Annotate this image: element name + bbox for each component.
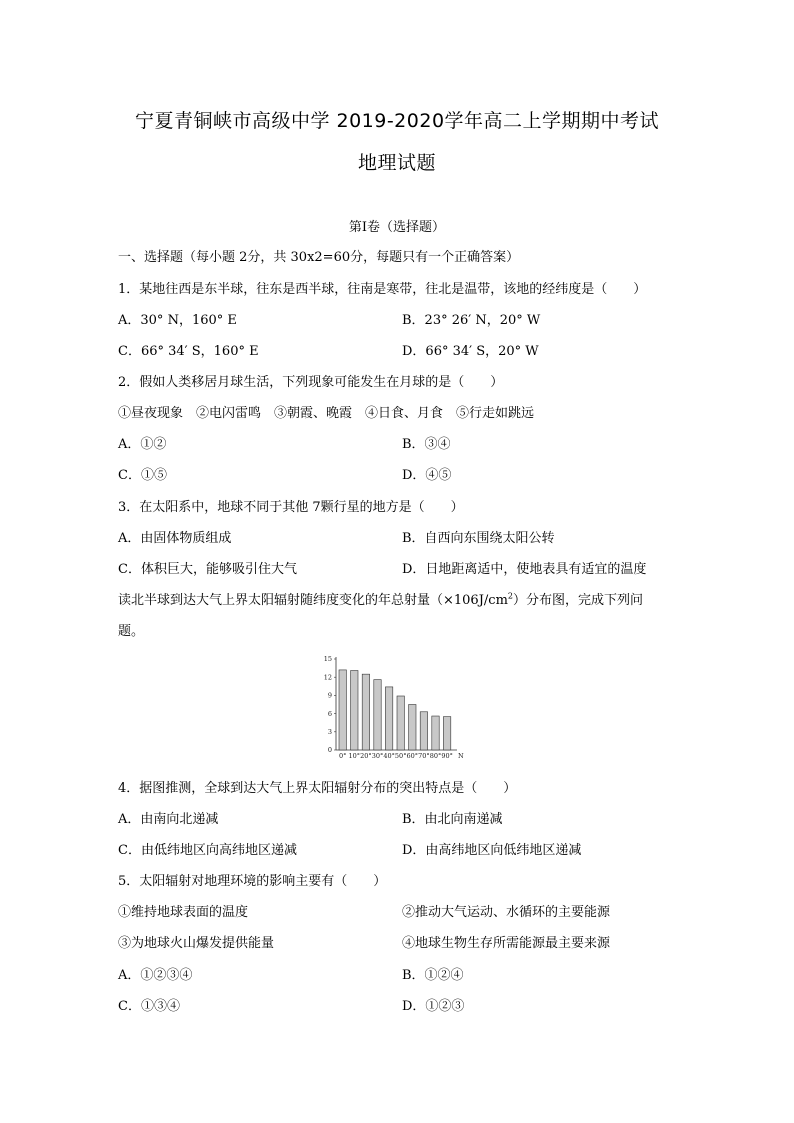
y-tick-label: 6 <box>327 709 332 718</box>
q4-option-b: B．由北向南递减 <box>402 812 503 827</box>
bar <box>385 687 392 750</box>
solar-radiation-bar-chart <box>308 650 476 766</box>
x-tick-label: 70° <box>418 752 430 760</box>
q1-option-c: C．66° 34′ S，160° E <box>118 344 259 359</box>
bar <box>420 712 427 750</box>
x-tick-label: 80° <box>429 752 442 760</box>
y-tick-label: 15 <box>323 655 332 664</box>
q5-option-c: C．①③④ <box>118 999 180 1014</box>
q3-option-d: D．日地距离适中，使地表具有适宜的温度 <box>402 562 647 577</box>
passage-superscript: 2 <box>507 591 513 601</box>
x-axis-unit-label: N <box>458 752 464 760</box>
bar <box>339 670 346 750</box>
q3-option-c: C．体积巨大，能够吸引住大气 <box>118 562 297 577</box>
part-title: 第Ⅰ卷（选择题） <box>348 220 446 235</box>
bar <box>409 705 416 751</box>
bar <box>397 696 404 750</box>
q5-item-1: ①维持地球表面的温度 <box>118 905 249 920</box>
y-tick-label: 9 <box>327 691 332 700</box>
y-tick-label: 0 <box>327 746 332 755</box>
q4-option-a: A．由南向北递减 <box>118 812 219 827</box>
passage-text-b: ）分布图，完成下列问 <box>513 593 644 608</box>
x-tick-label: 10° <box>348 752 361 760</box>
document-subtitle: 地理试题 <box>357 152 436 174</box>
x-tick-label: 60° <box>406 752 419 760</box>
q2-items: ①昼夜现象 ②电闪雷鸣 ③朝霞、晚霞 ④日食、月食 ⑤行走如跳远 <box>118 406 535 421</box>
q5-item-3: ③为地球火山爆发提供能量 <box>118 936 275 951</box>
passage-line-1 <box>118 593 643 609</box>
x-tick-label: 50° <box>394 752 407 760</box>
q4-stem: 4．据图推测，全球到达大气上界太阳辐射分布的突出特点是（ ） <box>118 781 517 796</box>
x-tick-label: 0° <box>339 752 347 760</box>
section-instructions: 一、选择题（每小题 2分，共 30x2=60分，每题只有一个正确答案） <box>118 250 520 265</box>
q3-stem: 3．在太阳系中，地球不同于其他 7颗行星的地方是（ ） <box>118 500 464 515</box>
q5-option-d: D．①②③ <box>402 999 465 1014</box>
q2-option-a: A．①② <box>118 437 167 452</box>
q5-option-b: B．①②④ <box>402 968 464 983</box>
x-tick-label: 90° <box>441 752 453 760</box>
q5-stem: 5．太阳辐射对地理环境的影响主要有（ ） <box>118 874 387 889</box>
q2-option-c: C．①⑤ <box>118 468 167 483</box>
passage-text-a: 读北半球到达大气上界太阳辐射随纬度变化的年总射量（×106J/cm <box>118 593 508 608</box>
q2-option-d: D．④⑤ <box>402 468 452 483</box>
q3-option-b: B．自西向东围绕太阳公转 <box>402 531 555 546</box>
q5-option-a: A．①②③④ <box>118 968 193 983</box>
q1-option-a: A．30° N，160° E <box>118 313 237 328</box>
y-tick-label: 3 <box>327 728 332 736</box>
bar <box>374 680 381 750</box>
bar <box>351 671 358 750</box>
passage-line-2: 题。 <box>118 624 145 639</box>
x-tick-label: 20° <box>360 752 372 760</box>
q1-stem: 1．某地往西是东半球，往东是西半球，往南是寒带，往北是温带，该地的经纬度是（ ） <box>118 282 647 297</box>
x-tick-label: 30° <box>371 752 384 760</box>
q2-option-b: B．③④ <box>402 437 451 452</box>
x-tick-label: 40° <box>383 752 395 760</box>
q1-option-d: D．66° 34′ S，20° W <box>402 344 539 359</box>
q3-option-a: A．由固体物质组成 <box>118 531 232 546</box>
bar <box>432 716 439 750</box>
bar <box>362 674 369 750</box>
q4-option-c: C．由低纬地区向高纬地区递减 <box>118 843 297 858</box>
q5-item-2: ②推动大气运动、水循环的主要能源 <box>402 905 611 920</box>
q2-stem: 2．假如人类移居月球生活，下列现象可能发生在月球的是（ ） <box>118 375 504 390</box>
bar <box>443 717 450 750</box>
q5-item-4: ④地球生物生存所需能源最主要来源 <box>402 936 611 951</box>
q4-option-d: D．由高纬地区向低纬地区递减 <box>402 843 582 858</box>
y-tick-label: 12 <box>323 673 332 682</box>
q1-option-b: B．23° 26′ N，20° W <box>402 313 541 328</box>
document-title: 宁夏青铜峡市高级中学 2019-2020学年高二上学期期中考试 <box>134 110 660 132</box>
